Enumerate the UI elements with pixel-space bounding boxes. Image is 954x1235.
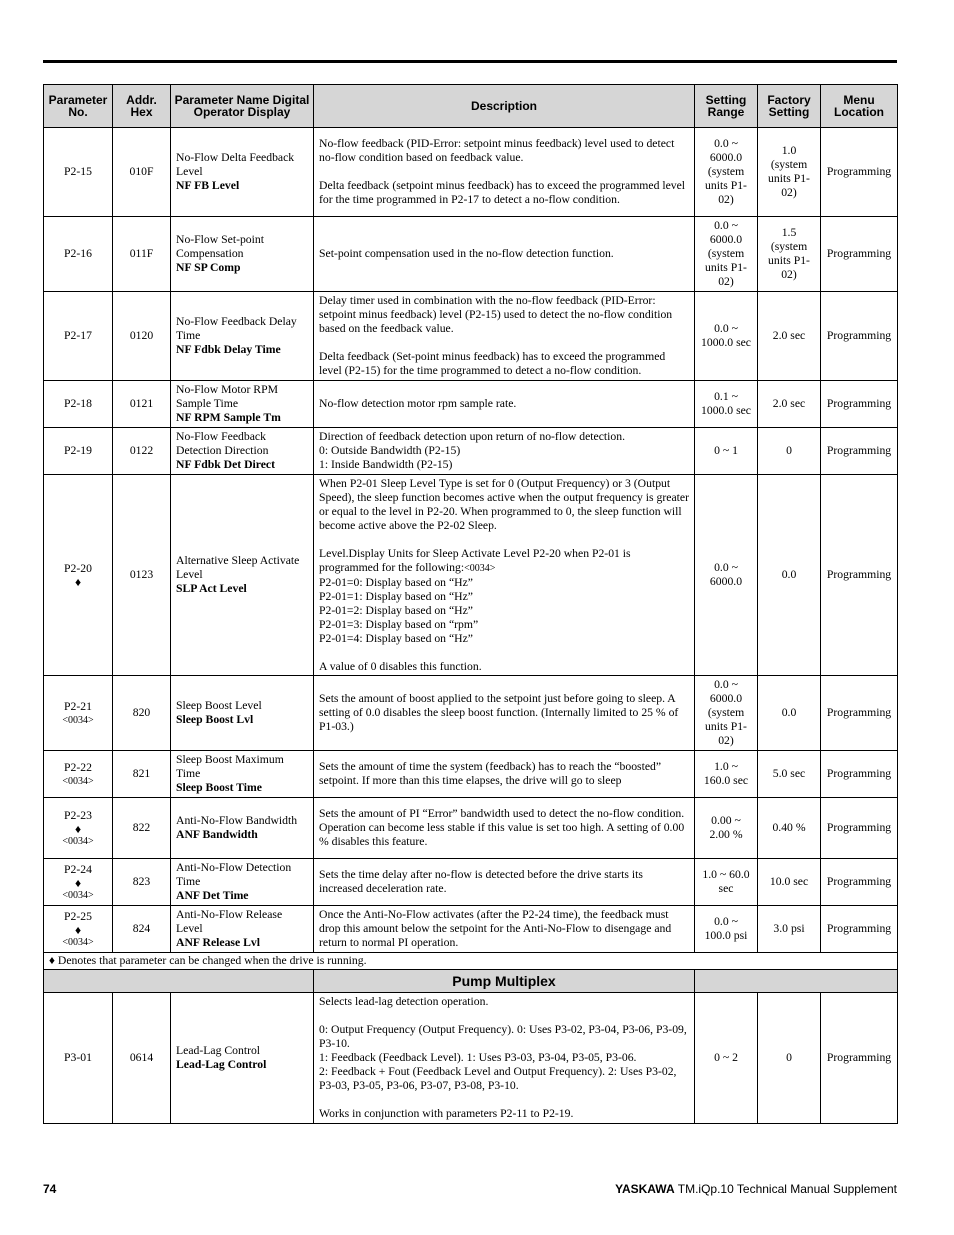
setting-range: 1.0 ~ 60.0 sec <box>695 859 758 906</box>
param-no: P3-01 <box>44 993 113 1124</box>
operator-display: ANF Det Time <box>176 889 249 902</box>
revision-tag: <0034> <box>62 775 94 787</box>
description-text: 2: Feedback + Fout (Feedback Level and Output Frequency). 2: Uses P3-02, P3-03, P3-05, P3-06, P3-07, P3-08, P3-10. <box>319 1065 677 1092</box>
factory-setting: 3.0 psi <box>758 906 821 953</box>
setting-range: 0.0 ~ 6000.0 (system units P1-02) <box>695 217 758 292</box>
menu-location: Programming <box>821 381 898 428</box>
revision-tag: <0034> <box>62 835 94 847</box>
param-no: P2-18 <box>44 381 113 428</box>
operator-display: Sleep Boost Time <box>176 781 262 794</box>
description-text: Level.Display Units for Sleep Activate Level P2-20 when P2-01 is programmed for the following: <box>319 546 631 574</box>
addr-hex: 011F <box>113 217 171 292</box>
addr-hex: 0121 <box>113 381 171 428</box>
addr-hex: 0122 <box>113 428 171 475</box>
description-text: Delta feedback (setpoint minus feedback) has to exceed the programmed level for the time programmed in P2-17 to detect a no-flow condition. <box>319 179 686 206</box>
param-name-cell <box>171 798 314 859</box>
param-name-cell <box>171 217 314 292</box>
factory-setting: 2.0 sec <box>758 292 821 381</box>
manual-name: TM.iQp.10 Technical Manual Supplement <box>677 1182 897 1196</box>
table-row <box>44 798 898 859</box>
table-row <box>44 475 898 676</box>
description-text: Operation can become less stable if this value is set too high. A setting of 0.00 % disables this feature. <box>319 821 685 848</box>
description-text: Sets the time delay after no-flow is detected before the drive starts its increased deceleration rate. <box>314 859 695 906</box>
operator-display: NF Fdbk Det Direct <box>176 458 276 471</box>
operator-display: NF FB Level <box>176 179 240 192</box>
addr-hex: 824 <box>113 906 171 953</box>
param-name-cell <box>171 676 314 751</box>
operator-display: NF SP Comp <box>176 261 241 274</box>
param-name: Sleep Boost Level <box>176 699 262 712</box>
setting-range: 0.00 ~ 2.00 % <box>695 798 758 859</box>
header-param-name: Parameter Name Digital Operator Display <box>171 85 314 128</box>
description-text: No-flow feedback (PID-Error: setpoint minus feedback) level used to detect no-flow condition based on feedback value. <box>319 137 675 164</box>
page-number: 74 <box>43 1182 57 1196</box>
param-name: No-Flow Feedback Detection Direction <box>176 430 269 457</box>
menu-location: Programming <box>821 859 898 906</box>
revision-tag: <0034> <box>62 936 94 948</box>
description-text: Set-point compensation used in the no-flow detection function. <box>314 217 695 292</box>
param-name: No-Flow Delta Feedback Level <box>176 151 295 178</box>
display-line: P2-01=0: Display based on “Hz” <box>319 575 473 589</box>
header-addr-hex: Addr. Hex <box>113 85 171 128</box>
param-name: Alternative Sleep Activate Level <box>176 554 300 581</box>
section-title: Pump Multiplex <box>314 970 695 993</box>
menu-location: Programming <box>821 428 898 475</box>
param-name: No-Flow Feedback Delay Time <box>176 315 297 342</box>
addr-hex: 820 <box>113 676 171 751</box>
menu-location: Programming <box>821 217 898 292</box>
param-name-cell <box>171 428 314 475</box>
menu-location: Programming <box>821 128 898 217</box>
factory-setting: 0 <box>758 993 821 1124</box>
menu-location: Programming <box>821 993 898 1124</box>
description-text: Sets the amount of time the system (feedback) has to reach the “boosted” setpoint. If more than this time elapses, the drive will go to sleep <box>314 751 695 798</box>
run-change-diamond-icon: ♦ <box>74 922 82 937</box>
brand-name: YASKAWA <box>615 1182 675 1196</box>
operator-display: NF Fdbk Delay Time <box>176 343 281 356</box>
param-name: Anti-No-Flow Detection Time <box>176 861 292 888</box>
param-no: P2-24 <box>64 862 92 876</box>
addr-hex: 0120 <box>113 292 171 381</box>
top-rule <box>43 60 897 63</box>
addr-hex: 0123 <box>113 475 171 676</box>
header-param-no: Parameter No. <box>44 85 113 128</box>
addr-hex: 0614 <box>113 993 171 1124</box>
table-row <box>44 217 898 292</box>
param-name-cell <box>171 751 314 798</box>
param-name: No-Flow Motor RPM Sample Time <box>176 383 278 410</box>
run-change-diamond-icon: ♦ <box>74 821 82 836</box>
param-name-cell <box>171 475 314 676</box>
param-no-cell <box>44 798 113 859</box>
param-no: P2-23 <box>64 808 92 822</box>
factory-setting: 5.0 sec <box>758 751 821 798</box>
operator-display: ANF Release Lvl <box>176 936 260 949</box>
menu-location: Programming <box>821 676 898 751</box>
param-name-cell <box>171 128 314 217</box>
param-name-cell <box>171 292 314 381</box>
table-row <box>44 859 898 906</box>
operator-display: SLP Act Level <box>176 582 247 595</box>
table-row <box>44 428 898 475</box>
description-text: A value of 0 disables this function. <box>319 659 482 673</box>
factory-setting: 2.0 sec <box>758 381 821 428</box>
header-menu-location: Menu Location <box>821 85 898 128</box>
setting-range: 0.0 ~ 6000.0 (system units P1-02) <box>695 676 758 751</box>
description-text: Delay timer used in combination with the no-flow feedback (PID-Error: setpoint minus feedback) level (P2-15) used to detect the no-flow condition based on the feedback value. <box>319 294 673 335</box>
description-text: 0: Outside Bandwidth (P2-15) <box>319 444 461 457</box>
display-line: P2-01=4: Display based on “Hz” <box>319 631 473 645</box>
table-row <box>44 993 898 1124</box>
operator-display: ANF Bandwidth <box>176 828 258 841</box>
header-factory-setting: Factory Setting <box>758 85 821 128</box>
addr-hex: 823 <box>113 859 171 906</box>
table-row <box>44 906 898 953</box>
description-cell <box>314 475 695 676</box>
description-text: When P2-01 Sleep Level Type is set for 0 (Output Frequency) or 3 (Output Speed), the sleep function becomes active when the output frequency is greater or equal to the level in P2-20. When programmed to 0, the sleep function will become active above the P2-02 Sleep. <box>319 476 689 532</box>
description-text: Sets the amount of PI “Error” bandwidth used to detect the no-flow condition. <box>319 807 685 820</box>
factory-setting: 0.40 % <box>758 798 821 859</box>
operator-display: NF RPM Sample Tm <box>176 411 281 424</box>
description-text: Sets the amount of boost applied to the setpoint just before going to sleep. A setting of 0.0 disables the sleep boost function. (Internally limited to 25 % of P1-03.) <box>314 676 695 751</box>
menu-location: Programming <box>821 798 898 859</box>
param-name: Lead-Lag Control <box>176 1044 261 1057</box>
addr-hex: 010F <box>113 128 171 217</box>
table-row <box>44 292 898 381</box>
description-text: 0: Output Frequency (Output Frequency). 0: Uses P3-02, P3-04, P3-06, P3-09, P3-10. <box>319 1023 687 1050</box>
operator-display: Sleep Boost Lvl <box>176 713 254 726</box>
addr-hex: 821 <box>113 751 171 798</box>
description-text: Works in conjunction with parameters P2-11 to P2-19. <box>319 1107 574 1120</box>
menu-location: Programming <box>821 475 898 676</box>
table-row <box>44 676 898 751</box>
legend-note: ♦ Denotes that parameter can be changed when the drive is running. <box>44 953 898 970</box>
param-name: Anti-No-Flow Bandwidth <box>176 814 298 827</box>
table-row <box>44 751 898 798</box>
table-row <box>44 381 898 428</box>
legend-note-row <box>44 953 898 970</box>
description-text: Selects lead-lag detection operation. <box>319 995 489 1008</box>
param-no: P2-15 <box>44 128 113 217</box>
description-text: 1: Feedback (Feedback Level). 1: Uses P3-03, P3-04, P3-05, P3-06. <box>319 1051 637 1064</box>
param-no-cell <box>44 906 113 953</box>
setting-range: 0.1 ~ 1000.0 sec <box>695 381 758 428</box>
description-cell <box>314 428 695 475</box>
table-header-row <box>44 85 898 128</box>
param-no: P2-22 <box>64 760 92 774</box>
factory-setting: 1.0 (system units P1-02) <box>758 128 821 217</box>
param-no: P2-20 <box>64 562 92 575</box>
display-line: P2-01=1: Display based on “Hz” <box>319 589 473 603</box>
table-row <box>44 128 898 217</box>
param-name-cell <box>171 859 314 906</box>
factory-setting: 1.5 (system units P1-02) <box>758 217 821 292</box>
factory-setting: 0 <box>758 428 821 475</box>
description-text: 1: Inside Bandwidth (P2-15) <box>319 458 453 471</box>
description-text: Once the Anti-No-Flow activates (after the P2-24 time), the feedback must drop this amount below the setpoint for the Anti-No-Flow to disengage and return to normal PI operation. <box>314 906 695 953</box>
description-cell <box>314 993 695 1124</box>
param-no: P2-16 <box>44 217 113 292</box>
description-cell <box>314 128 695 217</box>
factory-setting: 0.0 <box>758 676 821 751</box>
manual-title <box>615 1182 897 1196</box>
setting-range: 1.0 ~ 160.0 sec <box>695 751 758 798</box>
revision-tag: <0034> <box>464 562 496 574</box>
setting-range: 0.0 ~ 6000.0 (system units P1-02) <box>695 128 758 217</box>
menu-location: Programming <box>821 906 898 953</box>
param-no: P2-25 <box>64 909 92 923</box>
revision-tag: <0034> <box>62 889 94 901</box>
description-text: Direction of feedback detection upon return of no-flow detection. <box>319 430 626 443</box>
header-setting-range: Setting Range <box>695 85 758 128</box>
setting-range: 0.0 ~ 6000.0 <box>695 475 758 676</box>
description-cell <box>314 798 695 859</box>
description-text: Delta feedback (Set-point minus feedback) has to exceed the programmed level (P2-15) for the time programmed to detect a no-flow condition. <box>319 350 666 377</box>
param-name: Anti-No-Flow Release Level <box>176 908 283 935</box>
run-change-diamond-icon: ♦ <box>74 875 82 890</box>
operator-display: Lead-Lag Control <box>176 1058 267 1071</box>
param-name-cell <box>171 906 314 953</box>
param-no: P2-19 <box>44 428 113 475</box>
factory-setting: 0.0 <box>758 475 821 676</box>
param-no-cell <box>44 859 113 906</box>
header-description: Description <box>314 85 695 128</box>
setting-range: 0.0 ~ 1000.0 sec <box>695 292 758 381</box>
param-no: P2-17 <box>44 292 113 381</box>
section-header-row <box>44 970 898 993</box>
setting-range: 0 ~ 1 <box>695 428 758 475</box>
menu-location: Programming <box>821 292 898 381</box>
addr-hex: 822 <box>113 798 171 859</box>
param-name-cell <box>171 993 314 1124</box>
description-cell <box>314 292 695 381</box>
param-no-cell <box>44 751 113 798</box>
param-name-cell <box>171 381 314 428</box>
param-no: P2-21 <box>64 699 92 713</box>
param-no-cell <box>44 475 113 676</box>
parameter-table <box>43 84 898 1124</box>
menu-location: Programming <box>821 751 898 798</box>
display-line: P2-01=2: Display based on “Hz” <box>319 603 473 617</box>
setting-range: 0.0 ~ 100.0 psi <box>695 906 758 953</box>
run-change-diamond-icon: ♦ <box>74 575 82 589</box>
section-blank-left <box>44 970 314 993</box>
factory-setting: 10.0 sec <box>758 859 821 906</box>
param-name: No-Flow Set-point Compensation <box>176 233 264 260</box>
description-text: No-flow detection motor rpm sample rate. <box>314 381 695 428</box>
revision-tag: <0034> <box>62 714 94 726</box>
display-line: P2-01=3: Display based on “rpm” <box>319 617 479 631</box>
param-name: Sleep Boost Maximum Time <box>176 753 284 780</box>
param-no-cell <box>44 676 113 751</box>
section-blank-right <box>695 970 898 993</box>
setting-range: 0 ~ 2 <box>695 993 758 1124</box>
